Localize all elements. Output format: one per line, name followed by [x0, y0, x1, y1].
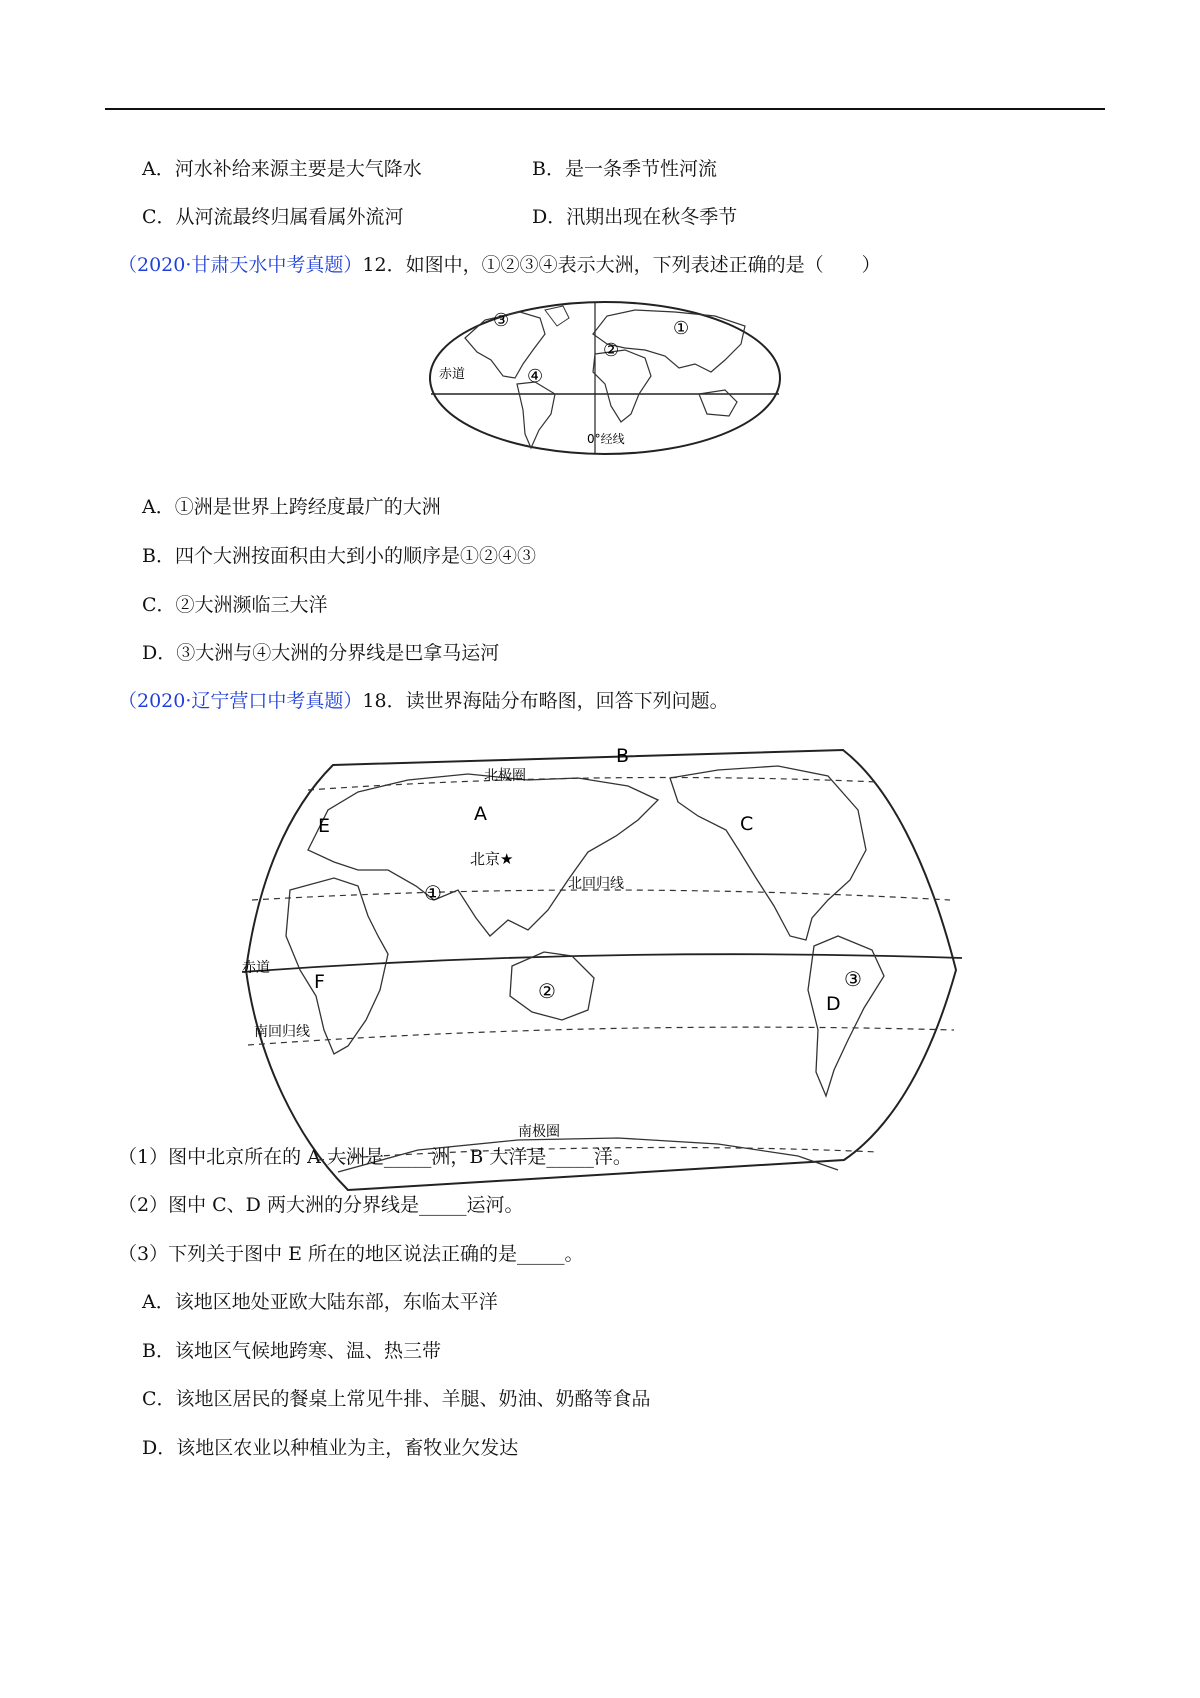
q18-map-label-F: F	[314, 971, 325, 993]
q18-equator-label: 赤道	[242, 960, 270, 976]
q12-meridian-label: 0°经线	[587, 432, 625, 446]
q12-option-d[interactable]: D．③大洲与④大洲的分界线是巴拿马运河	[142, 642, 500, 664]
q18-option-c[interactable]: C．该地区居民的餐桌上常见牛排、羊腿、奶油、奶酪等食品	[142, 1388, 651, 1410]
q12-map-label-2: ②	[603, 340, 620, 361]
q18-stem: 18．读世界海陆分布略图，回答下列问题。	[362, 690, 729, 712]
q11-option-b[interactable]: B．是一条季节性河流	[532, 158, 717, 180]
header-rule	[105, 108, 1105, 110]
q18-source: （2020·辽宁营口中考真题）	[118, 690, 363, 712]
q18-map-label-3: ③	[844, 967, 862, 991]
q18-map-label-2: ②	[538, 979, 556, 1003]
q18-beijing-label: 北京★	[470, 850, 514, 868]
q11-option-d[interactable]: D．汛期出现在秋冬季节	[532, 206, 738, 228]
q12-stem: 12．如图中，①②③④表示大洲，下列表述正确的是（ ）	[362, 254, 881, 276]
q18-south-america-shape	[808, 936, 884, 1096]
q11-option-c[interactable]: C．从河流最终归属看属外流河	[142, 206, 404, 228]
q18-sub1[interactable]: （1）图中北京所在的 A 大洲是_____洲，B 大洋是_____洋。	[118, 1146, 632, 1168]
q18-world-map	[238, 740, 968, 1192]
q12-world-map	[425, 298, 785, 458]
q18-south-pole-label: 南极圈	[518, 1124, 560, 1140]
q12-greenland-shape	[545, 306, 569, 326]
q18-map-label-B: B	[616, 745, 630, 767]
q12-source: （2020·甘肃天水中考真题）	[118, 254, 363, 276]
q18-option-b[interactable]: B．该地区气候地跨寒、温、热三带	[142, 1340, 441, 1362]
q18-tropic-south-label: 南回归线	[254, 1024, 310, 1040]
q12-map-label-4: ④	[527, 366, 544, 387]
q18-map-label-1: ①	[424, 881, 442, 905]
q18-north-pole-label: 北极圈	[484, 768, 526, 784]
q12-africa-shape	[593, 350, 651, 422]
q18-option-d[interactable]: D．该地区农业以种植业为主，畜牧业欠发达	[142, 1437, 519, 1459]
q18-tropic-south-line	[248, 1027, 954, 1045]
q18-sub3[interactable]: （3）下列关于图中 E 所在的地区说法正确的是_____。	[118, 1243, 584, 1265]
q12-equator-label: 赤道	[439, 367, 466, 382]
q12-option-b[interactable]: B．四个大洲按面积由大到小的顺序是①②④③	[142, 545, 536, 567]
q12-south-america-shape	[517, 382, 555, 448]
q11-option-a[interactable]: A．河水补给来源主要是大气降水	[142, 158, 422, 180]
q18-map-label-A: A	[474, 803, 487, 825]
q12-header	[118, 252, 881, 278]
q18-sub2[interactable]: （2）图中 C、D 两大洲的分界线是_____运河。	[118, 1194, 524, 1216]
q12-map-label-1: ①	[673, 318, 690, 339]
q18-map-label-E: E	[318, 815, 331, 837]
q18-map-label-D: D	[826, 993, 841, 1015]
q18-tropic-north-label: 北回归线	[568, 876, 624, 892]
q18-header	[118, 688, 729, 714]
q18-map-label-C: C	[740, 813, 754, 835]
q12-map-label-3: ③	[493, 310, 510, 331]
q12-option-c[interactable]: C．②大洲濒临三大洋	[142, 594, 328, 616]
q18-north-america-shape	[670, 766, 866, 940]
q18-option-a[interactable]: A．该地区地处亚欧大陆东部，东临太平洋	[142, 1291, 498, 1313]
q12-option-a[interactable]: A．①洲是世界上跨经度最广的大洲	[142, 496, 441, 518]
